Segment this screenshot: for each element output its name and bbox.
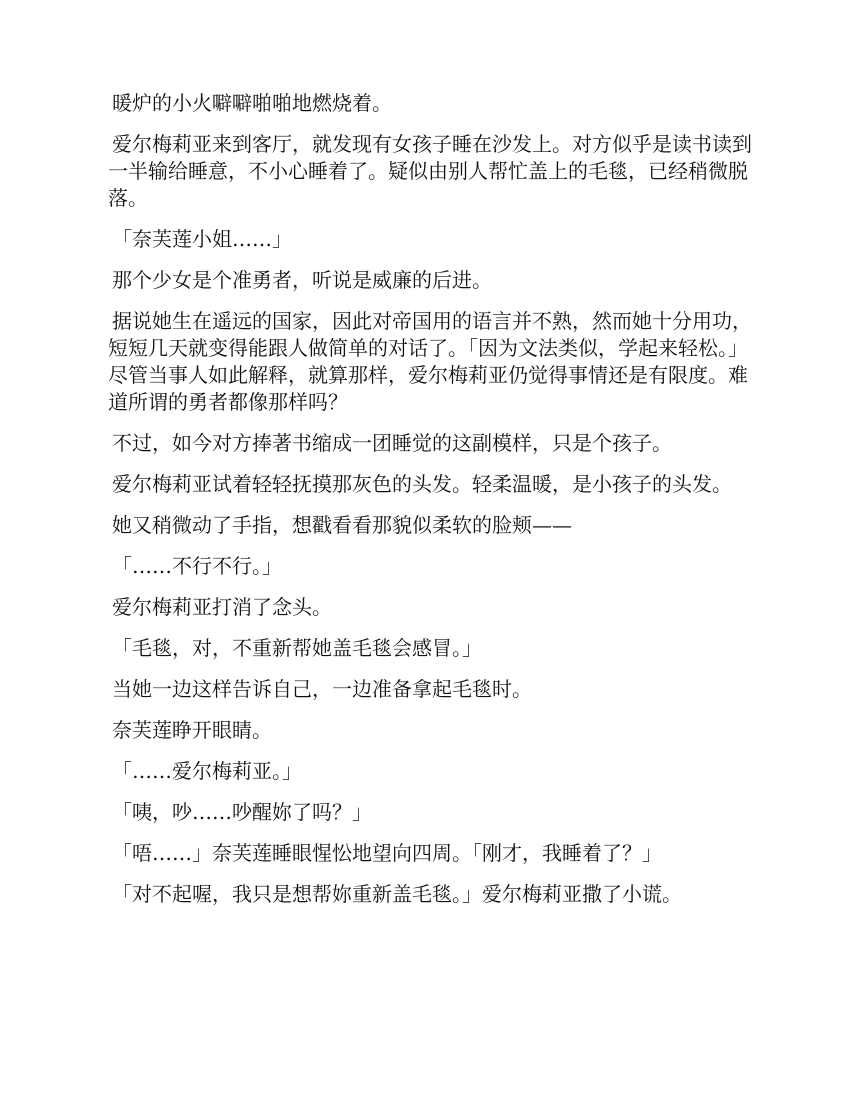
paragraph: 「……不行不行。」 bbox=[112, 554, 282, 578]
paragraph: 奈芙莲睁开眼睛。 bbox=[112, 718, 272, 742]
paragraph: 她又稍微动了手指，想戳看看那貌似柔软的脸颊—— bbox=[112, 513, 572, 537]
paragraph: 爱尔梅莉亚试着轻轻抚摸那灰色的头发。轻柔温暖，是小孩子的头发。 bbox=[112, 472, 732, 496]
paragraph: 「……爱尔梅莉亚。」 bbox=[112, 759, 302, 783]
paragraph: 不过，如今对方捧著书缩成一团睡觉的这副模样，只是个孩子。 bbox=[112, 431, 672, 455]
paragraph: 「奈芙莲小姐……」 bbox=[112, 227, 292, 251]
paragraph: 「对不起喔，我只是想帮妳重新盖毛毯。」爱尔梅莉亚撒了小谎。 bbox=[112, 882, 682, 906]
paragraph: 爱尔梅莉亚打消了念头。 bbox=[112, 595, 332, 619]
paragraph: 「毛毯，对，不重新帮她盖毛毯会感冒。」 bbox=[112, 636, 482, 660]
paragraph: 「咦，吵……吵醒妳了吗？」 bbox=[112, 800, 372, 824]
story-text bbox=[108, 90, 758, 922]
paragraph: 据说她生在遥远的国家，因此对帝国用的语言并不熟，然而她十分用功，短短几天就变得能跟人做简单的对话了。「因为文法类似，学起来轻松。」尽管当事人如此解释，就算那样，爱尔梅莉亚仍觉得事情还是有限度。难道所谓的勇者都像那样吗？ bbox=[108, 309, 752, 414]
paragraph: 爱尔梅莉亚来到客厅，就发现有女孩子睡在沙发上。对方似乎是读书读到一半输给睡意，不小心睡着了。疑似由别人帮忙盖上的毛毯，已经稍微脱落。 bbox=[108, 132, 752, 210]
paragraph: 当她一边这样告诉自己，一边准备拿起毛毯时。 bbox=[112, 677, 532, 701]
paragraph: 暖炉的小火噼噼啪啪地燃烧着。 bbox=[112, 91, 392, 115]
paragraph: 「唔……」奈芙莲睡眼惺忪地望向四周。「刚才，我睡着了？」 bbox=[112, 841, 662, 865]
paragraph: 那个少女是个准勇者，听说是威廉的后进。 bbox=[112, 268, 492, 292]
